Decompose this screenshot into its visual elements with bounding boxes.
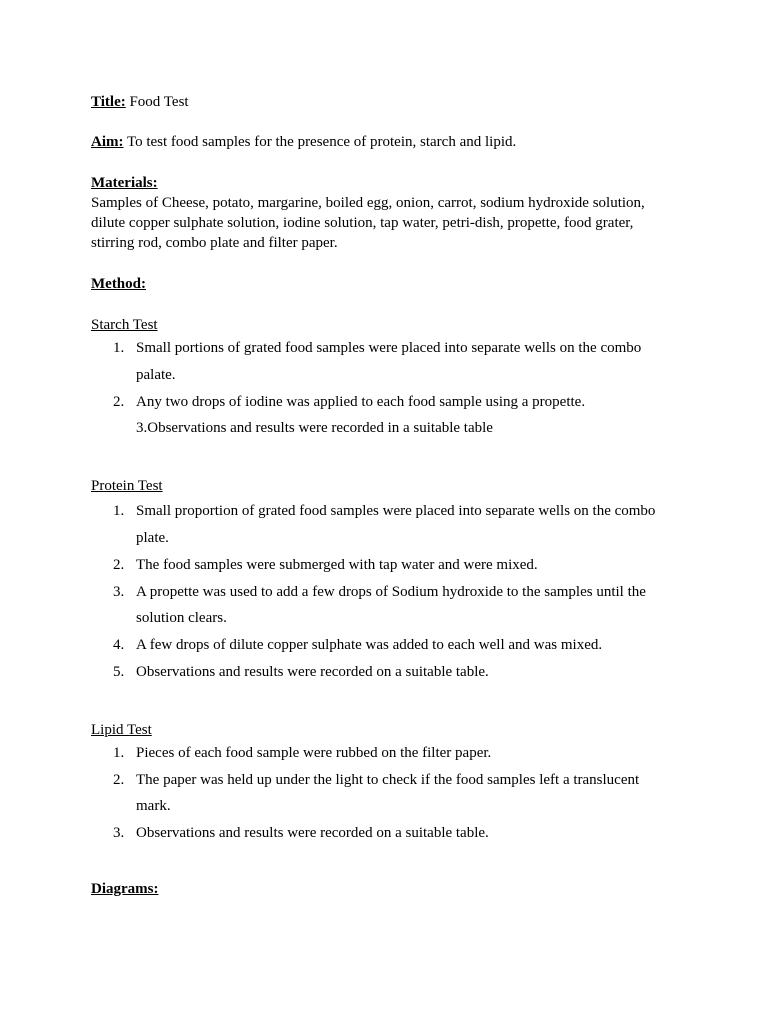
step-text: The food samples were submerged with tap water and were mixed. bbox=[136, 556, 538, 573]
aim-label: Aim: bbox=[91, 134, 124, 150]
list-item bbox=[91, 659, 671, 686]
protein-test-steps bbox=[91, 498, 671, 686]
protein-test-heading-text: Protein Test bbox=[91, 478, 163, 495]
list-item bbox=[91, 820, 671, 847]
step-text: Small portions of grated food samples were placed into separate wells on the combo palate. bbox=[136, 340, 642, 383]
step-number: 2. bbox=[113, 393, 125, 410]
lipid-test-steps bbox=[91, 740, 671, 847]
list-item bbox=[91, 767, 671, 821]
step-text: Small proportion of grated food samples were placed into separate wells on the combo plate. bbox=[136, 503, 656, 546]
aim-line bbox=[91, 132, 671, 152]
method-label bbox=[91, 274, 671, 294]
step-text: A few drops of dilute copper sulphate was added to each well and was mixed. bbox=[136, 637, 603, 654]
step-number: 5. bbox=[113, 663, 125, 680]
list-item bbox=[91, 740, 671, 767]
materials-label bbox=[91, 173, 671, 193]
step-number: 2. bbox=[113, 771, 125, 788]
materials-text: Samples of Cheese, potato, margarine, boiled egg, onion, carrot, sodium hydroxide solution, dilute copper sulphate solution, iodine solution, tap water, petri-dish, propette, food grater, stirring rod, combo plate and filter paper. bbox=[91, 195, 645, 251]
method-label-text: Method: bbox=[91, 276, 146, 292]
protein-test-heading bbox=[91, 476, 671, 496]
list-item bbox=[91, 552, 671, 579]
step-text: Any two drops of iodine was applied to each food sample using a propette. bbox=[136, 393, 586, 410]
title-line bbox=[91, 92, 671, 112]
lipid-test-heading-text: Lipid Test bbox=[91, 721, 152, 738]
step-number: 1. bbox=[113, 340, 125, 356]
step-number: 4. bbox=[113, 637, 125, 654]
step-text: The paper was held up under the light to check if the food samples left a translucent mark. bbox=[136, 771, 640, 815]
step-number: 3. bbox=[113, 583, 125, 600]
step-text: A propette was used to add a few drops of Sodium hydroxide to the samples until the solution clears. bbox=[136, 583, 646, 627]
step-text: Observations and results were recorded on a suitable table. bbox=[136, 663, 489, 680]
diagrams-label-text: Diagrams: bbox=[91, 880, 159, 897]
starch-test-heading-text: Starch Test bbox=[91, 317, 158, 333]
list-item bbox=[91, 335, 671, 389]
diagrams-label bbox=[91, 879, 671, 899]
list-item bbox=[91, 579, 671, 633]
document-page bbox=[91, 92, 671, 899]
list-item bbox=[91, 498, 671, 552]
step-number: 1. bbox=[113, 503, 125, 520]
aim-text: To test food samples for the presence of protein, starch and lipid. bbox=[126, 134, 517, 150]
starch-test-heading bbox=[91, 315, 671, 335]
step-number: 1. bbox=[113, 744, 125, 761]
step-number: 3. bbox=[113, 825, 125, 842]
step-number: 2. bbox=[113, 556, 125, 573]
starch-test-extra-step: 3.Observations and results were recorded in a suitable table bbox=[136, 420, 493, 437]
step-text: Pieces of each food sample were rubbed on the filter paper. bbox=[136, 744, 492, 761]
list-item bbox=[91, 632, 671, 659]
step-text: Observations and results were recorded on a suitable table. bbox=[136, 825, 489, 842]
starch-test-steps bbox=[91, 335, 671, 415]
title-label: Title: bbox=[91, 94, 126, 110]
list-item bbox=[91, 389, 671, 416]
title-text: Food Test bbox=[129, 94, 189, 110]
materials-label-text: Materials: bbox=[91, 175, 158, 191]
lipid-test-heading bbox=[91, 720, 671, 740]
